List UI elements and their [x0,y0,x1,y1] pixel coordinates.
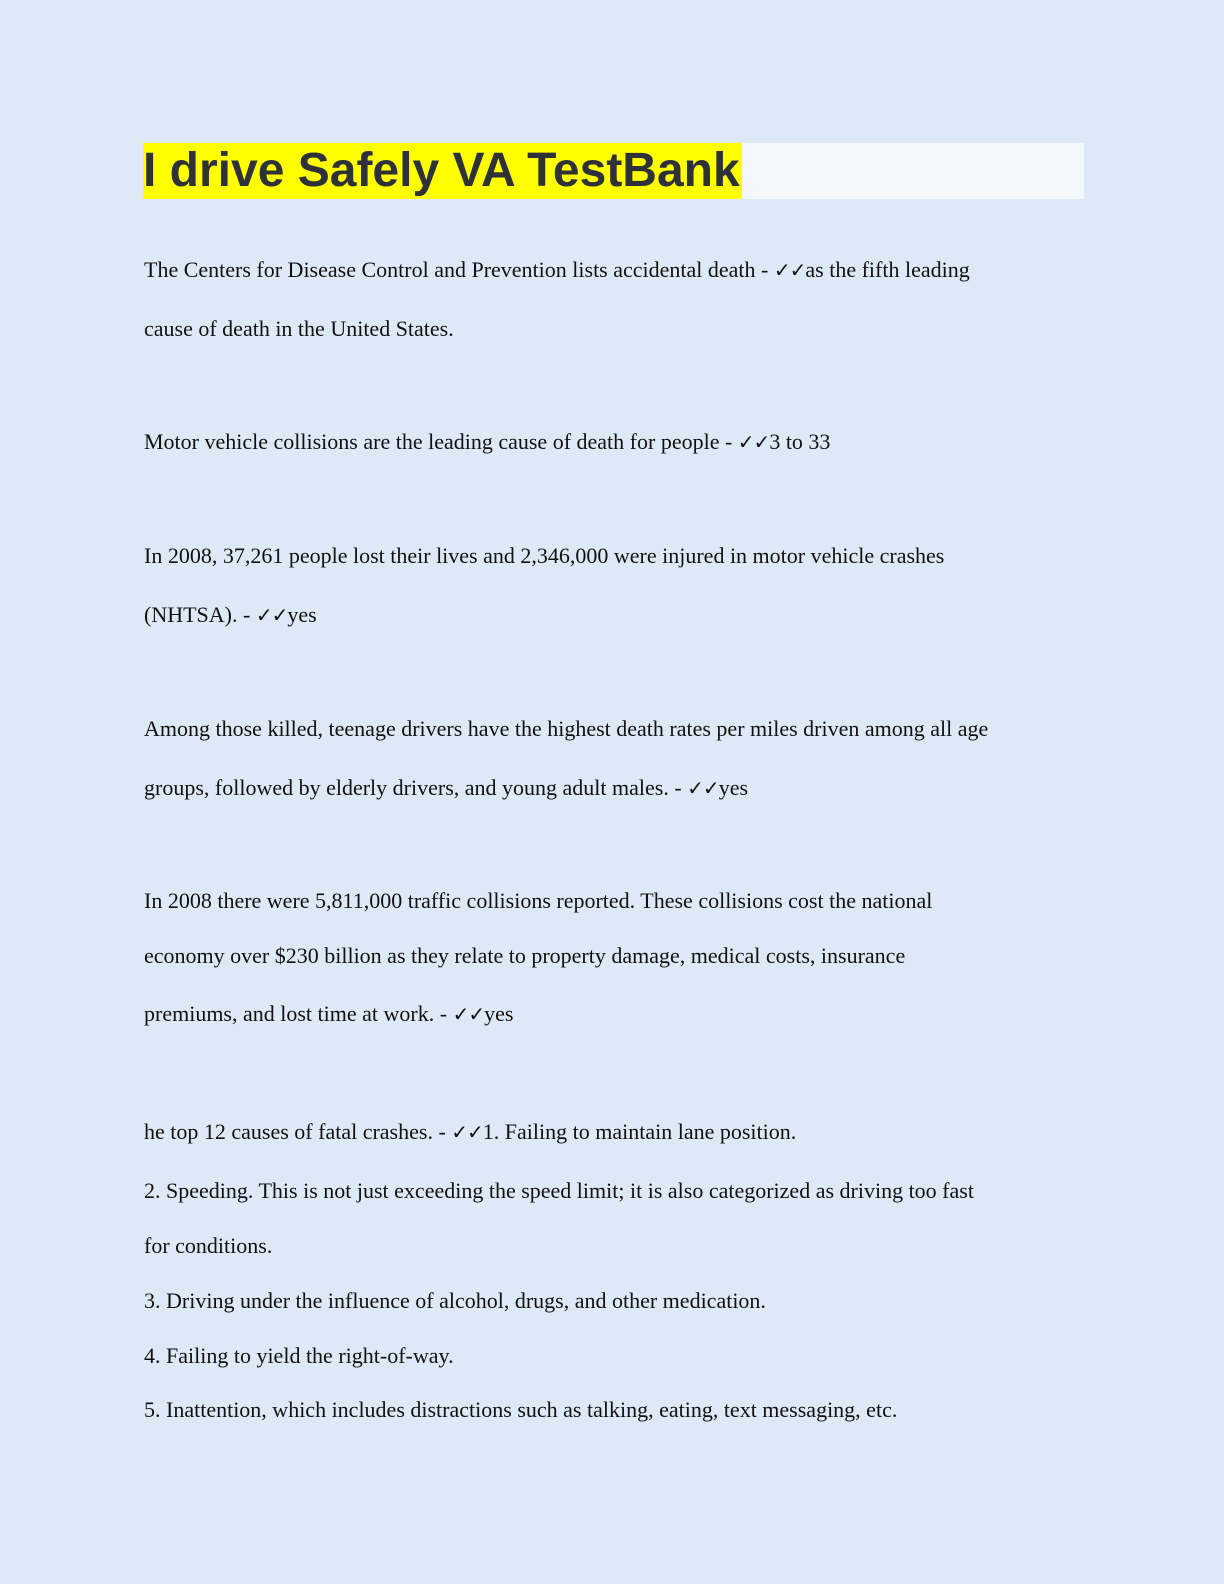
entry-6-list-item [144,1178,974,1204]
entry-6-question: he top 12 causes of fatal crashes. - [144,1119,452,1144]
entry-6-line-1 [144,1119,796,1145]
list-item-text: for conditions. [144,1233,273,1258]
entry-3-line-1 [144,543,944,569]
check-mark-icon: ✓✓ [737,430,770,454]
list-item-text: 2. Speeding. This is not just exceeding the speed limit; it is also categorized as driving too fast [144,1178,974,1203]
check-mark-icon: ✓✓ [452,1002,485,1026]
entry-5-question: In 2008 there were 5,811,000 traffic collisions reported. These collisions cost the national [144,888,933,913]
list-item-text: 3. Driving under the influence of alcohol, drugs, and other medication. [144,1288,766,1313]
entry-6-list-item [144,1343,454,1369]
entry-5-line-1 [144,888,932,914]
entry-1-answer-cont: cause of death in the United States. [144,316,454,341]
check-mark-icon: ✓✓ [255,603,288,627]
entry-5-answer: yes [484,1001,514,1026]
entry-1-answer: as the fifth leading [805,257,970,282]
document-title: I drive Safely VA TestBank [143,144,740,197]
entry-5-line-2 [144,943,905,969]
entry-5-question-cont: economy over $230 billion as they relate to property damage, medical costs, insurance [144,943,906,968]
list-item-text: 5. Inattention, which includes distractions such as talking, eating, text messaging, etc. [144,1397,898,1422]
entry-3-answer: yes [287,602,317,627]
entry-3-question-cont: (NHTSA). - [144,602,256,627]
entry-2-answer: 3 to 33 [769,429,831,454]
entry-6-list-item [144,1288,766,1314]
check-mark-icon: ✓✓ [773,258,806,282]
entry-3-question: In 2008, 37,261 people lost their lives and 2,346,000 were injured in motor vehicle crashes [144,543,945,568]
entry-6-answer: 1. Failing to maintain lane position. [482,1119,797,1144]
entry-6-list-item [144,1233,272,1259]
entry-4-line-2 [144,775,748,801]
entry-1-line-2 [144,316,454,342]
entry-2-question: Motor vehicle collisions are the leading cause of death for people - [144,429,738,454]
entry-5-question-cont: premiums, and lost time at work. - [144,1001,453,1026]
check-mark-icon: ✓✓ [451,1120,483,1144]
entry-2-line-1 [144,429,830,455]
entry-4-question-cont: groups, followed by elderly drivers, and young adult males. - [144,775,688,800]
entry-6-list-item [144,1397,897,1423]
check-mark-icon: ✓✓ [687,776,719,800]
entry-3-line-2 [144,602,317,628]
list-item-text: 4. Failing to yield the right-of-way. [144,1343,454,1368]
entry-5-line-3 [144,1001,513,1027]
entry-4-line-1 [144,716,988,742]
entry-4-answer: yes [718,775,749,800]
entry-4-question: Among those killed, teenage drivers have the highest death rates per miles driven among all age [144,716,989,741]
entry-1-question: The Centers for Disease Control and Prevention lists accidental death - [144,257,774,282]
entry-1-line-1 [144,257,970,283]
